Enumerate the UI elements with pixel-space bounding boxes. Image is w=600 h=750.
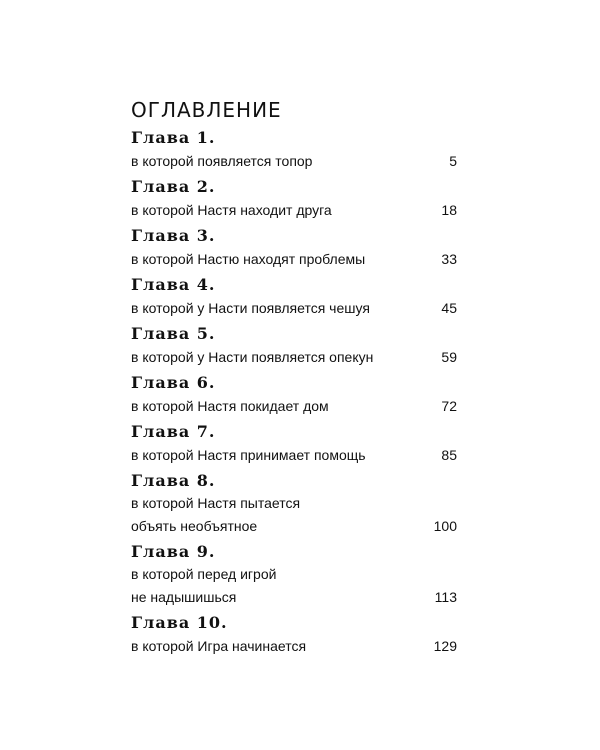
chapter-heading: Глава 5.	[131, 324, 216, 343]
chapter-subtitle: в которой перед игрой	[131, 566, 277, 582]
chapter-heading: Глава 3.	[131, 226, 216, 245]
chapter-subtitle: в которой Настя принимает помощь	[131, 447, 366, 463]
chapter-line	[131, 394, 457, 418]
chapter-heading: Глава 10.	[131, 613, 228, 632]
chapter-heading: Глава 8.	[131, 471, 216, 490]
chapter-line	[131, 563, 457, 585]
page-number: 100	[433, 518, 457, 534]
page-number: 5	[449, 153, 457, 169]
page-number: 72	[441, 398, 457, 414]
chapter-subtitle: в которой Настя покидает дом	[131, 398, 329, 414]
toc-entry-9[interactable]	[131, 541, 457, 609]
chapter-heading: Глава 4.	[131, 275, 216, 294]
toc-entry-8[interactable]	[131, 470, 457, 538]
toc-entry-5[interactable]	[131, 323, 457, 369]
chapter-line	[131, 634, 457, 658]
chapter-subtitle: в которой Настя пытается	[131, 495, 301, 511]
chapter-subtitle: в которой Настя находит друга	[131, 202, 332, 218]
toc-title: ОГЛАВЛЕНИЕ	[131, 98, 282, 122]
page-number: 33	[441, 251, 457, 267]
chapter-line	[131, 585, 457, 609]
chapter-subtitle-cont: не надышишься	[131, 589, 237, 605]
chapter-subtitle: в которой Игра начинается	[131, 638, 307, 654]
chapter-subtitle: в которой Настю находят проблемы	[131, 251, 366, 267]
chapter-line	[131, 296, 457, 320]
page-number: 85	[441, 447, 457, 463]
toc-entry-3[interactable]	[131, 225, 457, 271]
chapter-heading: Глава 9.	[131, 542, 216, 561]
chapter-line	[131, 198, 457, 222]
toc-entry-6[interactable]	[131, 372, 457, 418]
toc-entry-1[interactable]	[131, 127, 457, 173]
chapter-line	[131, 443, 457, 467]
chapter-heading: Глава 7.	[131, 422, 216, 441]
chapter-subtitle-cont: объять необъятное	[131, 518, 258, 534]
toc-entry-2[interactable]	[131, 176, 457, 222]
toc-entry-4[interactable]	[131, 274, 457, 320]
page-number: 45	[441, 300, 457, 316]
chapter-line	[131, 247, 457, 271]
chapter-line	[131, 492, 457, 514]
chapter-line	[131, 345, 457, 369]
toc-entry-10[interactable]	[131, 612, 457, 658]
chapter-line	[131, 149, 457, 173]
chapter-heading: Глава 6.	[131, 373, 216, 392]
chapter-heading: Глава 1.	[131, 128, 216, 147]
chapter-subtitle: в которой у Насти появляется чешуя	[131, 300, 370, 316]
toc-entry-7[interactable]	[131, 421, 457, 467]
table-of-contents	[131, 96, 457, 658]
chapter-line	[131, 514, 457, 538]
page-number: 59	[441, 349, 457, 365]
page-number: 129	[433, 638, 457, 654]
page-number: 113	[434, 589, 457, 605]
chapter-subtitle: в которой у Насти появляется опекун	[131, 349, 374, 365]
chapter-heading: Глава 2.	[131, 177, 216, 196]
page-number: 18	[441, 202, 457, 218]
chapter-subtitle: в которой появляется топор	[131, 153, 313, 169]
